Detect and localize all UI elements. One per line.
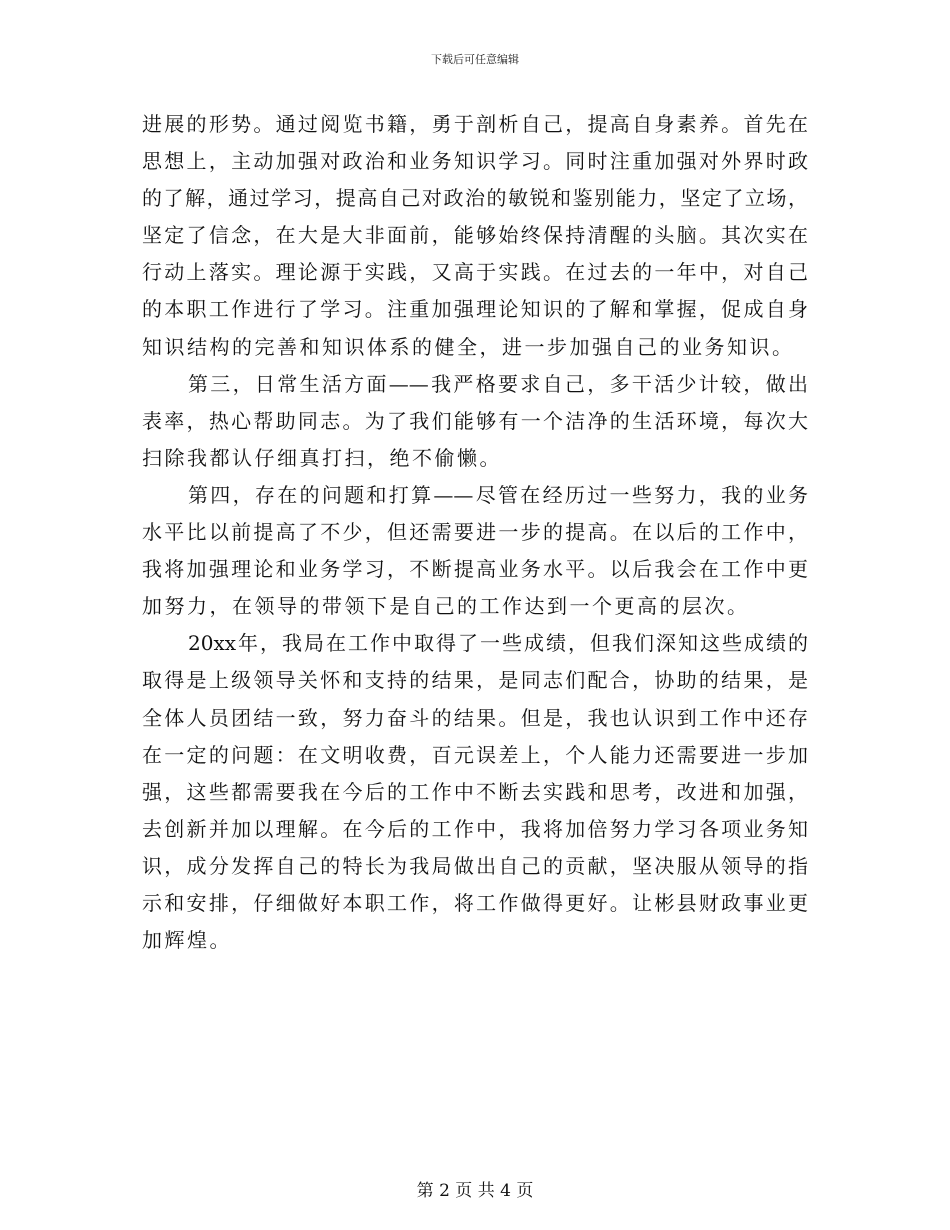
text-line: 示和安排，仔细做好本职工作，将工作做得更好。让彬县财政事业更 [142, 890, 808, 915]
text-line: 第四，存在的问题和打算——尽管在经历过一些努力，我的业务 [188, 482, 808, 507]
text-line: 全体人员团结一致，努力奋斗的结果。但是，我也认识到工作中还存 [142, 705, 808, 730]
text-line: 扫除我都认仔细真打扫，绝不偷懒。 [142, 445, 502, 470]
text-line: 进展的形势。通过阅览书籍，勇于剖析自己，提高自身素养。首先在 [142, 112, 808, 136]
text-line: 第三，日常生活方面——我严格要求自己，多干活少计较，做出 [188, 371, 808, 396]
text-line: 的了解，通过学习，提高自己对政治的敏锐和鉴别能力，坚定了立场， [142, 186, 808, 211]
text-line: 表率，热心帮助同志。为了我们能够有一个洁净的生活环境，每次大 [142, 408, 808, 433]
text-line: 取得是上级领导关怀和支持的结果，是同志们配合，协助的结果，是 [142, 668, 808, 693]
text-line: 思想上，主动加强对政治和业务知识学习。同时注重加强对外界时政 [142, 149, 808, 174]
text-line: 去创新并加以理解。在今后的工作中，我将加倍努力学习各项业务知 [142, 816, 808, 841]
text-line: 加努力，在领导的带领下是自己的工作达到一个更高的层次。 [142, 594, 750, 619]
text-line: 我将加强理论和业务学习，不断提高业务水平。以后我会在工作中更 [142, 557, 808, 582]
document-body [142, 106, 808, 959]
text-line: 水平比以前提高了不少，但还需要进一步的提高。在以后的工作中， [142, 520, 808, 545]
text-line: 20xx年，我局在工作中取得了一些成绩，但我们深知这些成绩的 [188, 631, 808, 656]
text-line: 坚定了信念，在大是大非面前，能够始终保持清醒的头脑。其次实在 [142, 223, 808, 248]
text-line: 强，这些都需要我在今后的工作中不断去实践和思考，改进和加强， [142, 779, 808, 804]
page-header: 下载后可任意编辑 [431, 53, 519, 66]
text-line: 在一定的问题：在文明收费，百元误差上，个人能力还需要进一步加 [142, 742, 808, 767]
page-footer: 第 2 页 共 4 页 [416, 1181, 534, 1201]
text-line: 行动上落实。理论源于实践，又高于实践。在过去的一年中，对自己 [142, 260, 808, 285]
text-line: 识，成分发挥自己的特长为我局做出自己的贡献，坚决服从领导的指 [142, 853, 808, 878]
text-line: 知识结构的完善和知识体系的健全，进一步加强自己的业务知识。 [142, 334, 795, 359]
text-line: 的本职工作进行了学习。注重加强理论知识的了解和掌握，促成自身 [142, 297, 808, 322]
text-line: 加辉煌。 [142, 928, 232, 953]
